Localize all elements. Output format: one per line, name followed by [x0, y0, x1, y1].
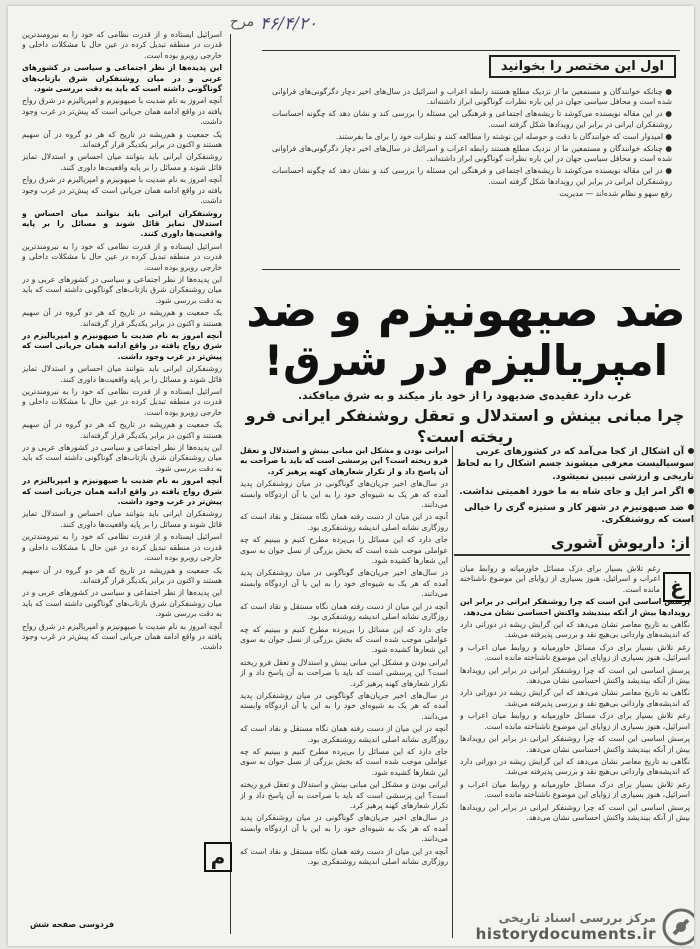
bullet-icon	[688, 504, 694, 510]
paragraph: آنچه امروز به نام ضدیت با صیهونیزم و امپریالیزم در شرق رواج یافته در واقع ادامه همان جریانی است که پیش‌تر در غرب وجود داشت.	[22, 330, 222, 361]
paragraph: آنچه امروز به نام ضدیت با صیهونیزم و امپریالیزم در شرق رواج یافته در واقع ادامه همان جریانی است که پیش‌تر در غرب وجود داشت.	[22, 96, 222, 127]
intro-paragraph: ● چنانکه خوانندگان و مستمعین ما از نزدیک مطلع هستند رابطه اعراب و اسرائیل در سال‌های اخیر دچار دگرگونی‌های فراوانی شده است و محافل سیاسی جهان در این باره نظرات گوناگونی ابراز داشته‌اند.	[272, 144, 672, 164]
bullet-icon	[688, 488, 694, 494]
archive-watermark	[444, 904, 694, 946]
paragraph: پرسش اساسی این است که چرا روشنفکر ایرانی در برابر این رویدادها بیش از آنکه بیندیشد واکنش احساسی نشان می‌دهد.	[460, 665, 690, 686]
headline-line-2: امپریالیزم در شرق!	[263, 336, 669, 385]
paragraph: یک جمعیت و هم‌ریشه در تاریخ که هر دو گروه در آن سهیم هستند و اکنون در برابر یکدیگر قرار گرفته‌اند.	[22, 308, 222, 328]
dropcap-right: غ	[663, 572, 691, 602]
paragraph: آنچه در این میان از دست رفته همان نگاه مستقل و نقاد است که روزگاری نشانه اصلی اندیشه روشنفکری بود.	[240, 512, 448, 532]
intro-box-title: اول این مختصر را بخوانید	[489, 55, 676, 78]
headline	[240, 284, 692, 386]
subheading: چرا مبانی بینش و استدلال و تعقل روشنفکر ایرانی فرو ریخته است؟	[245, 406, 685, 446]
bullet-item: اگر امر ایل و جای شاه به ما خورد اهمیتی نداشت.	[454, 486, 694, 498]
paragraph: نگاهی به تاریخ معاصر نشان می‌دهد که این گرایش ریشه در دورانی دارد که اندیشه‌های وارداتی بی‌هیچ نقد و بررسی پذیرفته می‌شد.	[460, 756, 690, 777]
paragraph: اسرائیل ایستاده و از قدرت نظامی که خود را به نیرومندترین قدرت در منطقه تبدیل کرده در عین حال با مشکلات داخلی و خارجی روبرو بوده است.	[22, 241, 222, 272]
paragraph: نگاهی به تاریخ معاصر نشان می‌دهد که این گرایش ریشه در دورانی دارد که اندیشه‌های وارداتی بی‌هیچ نقد و بررسی پذیرفته می‌شد.	[460, 688, 690, 708]
intro-paragraph: ● امیدوار است که خوانندگان با دقت و حوصله این نوشته را مطالعه کنند و نظرات خود را برای ما بفرستند.	[335, 131, 672, 141]
paragraph: رغم تلاش بسیار برای درک مسائل خاورمیانه و روابط میان اعراب و اسرائیل، هنوز بسیاری از زوایای این موضوع ناشناخته مانده است.	[460, 642, 690, 663]
archive-logo-icon	[662, 908, 694, 946]
paragraph: جای دارد که این مسائل را بی‌پرده مطرح کنیم و ببینیم که چه عواملی موجب شده است که بخش بزرگی از نسل جوان به سوی این شعارها کشیده شود.	[240, 624, 448, 655]
paragraph: در سال‌های اخیر جریان‌های گوناگونی در میان روشنفکران پدید آمده که هر یک به شیوه‌ای خود را به این یا آن اردوگاه وابسته می‌دانند.	[240, 479, 448, 510]
paragraph: آنچه در این میان از دست رفته همان نگاه مستقل و نقاد است که روزگاری نشانه اصلی اندیشه روشنفکری بود.	[240, 724, 448, 744]
paragraph: پرسش اساسی این است که چرا روشنفکر ایرانی در برابر این رویدادها بیش از آنکه بیندیشد واکنش احساسی نشان می‌دهد.	[460, 597, 690, 617]
paragraph: رغم تلاش بسیار برای درک مسائل خاورمیانه و روابط میان اعراب و اسرائیل، هنوز بسیاری از زوایای این موضوع ناشناخته مانده است.	[460, 564, 660, 594]
paragraph: رغم تلاش بسیار برای درک مسائل خاورمیانه و روابط میان اعراب و اسرائیل، هنوز بسیاری از زوایای این موضوع ناشناخته مانده است.	[460, 779, 690, 800]
left-column	[22, 30, 222, 790]
right-column	[460, 564, 690, 934]
paragraph: آنچه امروز به نام ضدیت با صیهونیزم و امپریالیزم در شرق رواج یافته در واقع ادامه همان جریانی است که پیش‌تر در غرب وجود داشت.	[22, 476, 222, 507]
page-footer-note: فردوسی صفحه شش	[30, 920, 115, 929]
paragraph: نگاهی به تاریخ معاصر نشان می‌دهد که این گرایش ریشه در دورانی دارد که اندیشه‌های وارداتی بی‌هیچ نقد و بررسی پذیرفته می‌شد.	[460, 620, 690, 640]
bullet-item: آن اشکال از کجا می‌آمد که در کشورهای عربی سوسیالیست معرفی میشوند جسم اشکال را به لحاظ تاریخی و ارزشی تبیین نمیشود.	[456, 446, 694, 482]
paragraph: این پدیده‌ها از نظر اجتماعی و سیاسی در کشورهای عربی و در میان روشنفکران شرق بازتاب‌های گوناگونی داشته است که باید به دقت بررسی شود.	[22, 588, 222, 619]
paragraph: در سال‌های اخیر جریان‌های گوناگونی در میان روشنفکران پدید آمده که هر یک به شیوه‌ای خود را به این یا آن اردوگاه وابسته می‌دانند.	[240, 568, 448, 599]
paragraph: آنچه در این میان از دست رفته همان نگاه مستقل و نقاد است که روزگاری نشانه اصلی اندیشه روشنفکری بود.	[240, 601, 448, 622]
column-rule	[230, 34, 231, 934]
paragraph: اسرائیل ایستاده و از قدرت نظامی که خود را به نیرومندترین قدرت در منطقه تبدیل کرده در عین حال با مشکلات داخلی و خارجی روبرو بوده است.	[22, 387, 222, 417]
intro-paragraph: ● در این مقاله نویسنده می‌کوشد تا ریشه‌های اجتماعی و فرهنگی این مسئله را بررسی کند و نشان دهد که چگونه احساسات روشنفکران ایرانی در برابر این رویدادها شکل گرفته است.	[272, 109, 672, 129]
paragraph: این پدیده‌ها از نظر اجتماعی و سیاسی در کشورهای عربی و در میان روشنفکران شرق بازتاب‌های گوناگونی داشته است که باید به دقت بررسی شود.	[22, 443, 222, 473]
paragraph: پرسش اساسی این است که چرا روشنفکر ایرانی در برابر این رویدادها بیش از آنکه بیندیشد واکنش احساسی نشان می‌دهد.	[460, 802, 690, 822]
watermark-url: historydocuments.ir	[475, 925, 656, 943]
column-rule	[452, 446, 453, 938]
paragraph: اسرائیل ایستاده و از قدرت نظامی که خود را به نیرومندترین قدرت در منطقه تبدیل کرده در عین حال با مشکلات داخلی و خارجی روبرو بوده است.	[22, 30, 222, 60]
dropcap-mid: م	[204, 842, 232, 872]
watermark-title: مرکز بررسی اسناد تاریخی	[498, 911, 656, 925]
paragraph: در سال‌های اخیر جریان‌های گوناگونی در میان روشنفکران پدید آمده که هر یک به شیوه‌ای خود را به این یا آن اردوگاه وابسته می‌دانند.	[240, 690, 448, 721]
paragraph: در سال‌های اخیر جریان‌های گوناگونی در میان روشنفکران پدید آمده که هر یک به شیوه‌ای خود را به این یا آن اردوگاه وابسته می‌دانند.	[240, 813, 448, 844]
paragraph: آنچه در این میان از دست رفته همان نگاه مستقل و نقاد است که روزگاری نشانه اصلی اندیشه روشنفکری بود.	[240, 846, 448, 867]
intro-box-body	[272, 87, 672, 201]
paragraph: روشنفکران ایرانی باید بتوانند میان احساس و استدلال تمایز قائل شوند و مسائل را بر پایه واقعیت‌ها داوری کنند.	[22, 364, 222, 384]
subtitle: غرب دارد عقیده‌ی ضدیهود را از خود باز میکند و به شرق میافکند.	[298, 390, 632, 402]
paragraph: یک جمعیت و هم‌ریشه در تاریخ که هر دو گروه در آن سهیم هستند و اکنون در برابر یکدیگر قرار گرفته‌اند.	[22, 129, 222, 150]
intro-paragraph: ● چنانکه خوانندگان و مستمعین ما از نزدیک مطلع هستند رابطه اعراب و اسرائیل در سال‌های اخیر دچار دگرگونی‌های فراوانی شده است و محافل سیاسی جهان در این باره نظرات گوناگونی ابراز داشته‌اند.	[272, 87, 672, 107]
paragraph: روشنفکران ایرانی باید بتوانند میان احساس و استدلال تمایز قائل شوند و مسائل را بر پایه واقعیت‌ها داوری کنند.	[22, 509, 222, 529]
paragraph: ایرانی بودن و مشکل این مبانی بینش و استدلال و تعقل فرو ریخته است؟ این پرسشی است که باید با صراحت به آن پاسخ داد و از تکرار شعارهای کهنه پرهیز کرد.	[240, 657, 448, 688]
paragraph: آنچه امروز به نام ضدیت با صیهونیزم و امپریالیزم در شرق رواج یافته در واقع ادامه همان جریانی است که پیش‌تر در غرب وجود داشت.	[22, 175, 222, 206]
middle-column	[240, 446, 448, 936]
paragraph: آنچه امروز به نام ضدیت با صیهونیزم و امپریالیزم در شرق رواج یافته در واقع ادامه همان جریانی است که پیش‌تر در غرب وجود داشت.	[22, 621, 222, 652]
handwritten-date: ۴۶/۴/۲۰	[260, 14, 318, 34]
paragraph: این پدیده‌ها از نظر اجتماعی و سیاسی در کشورهای عربی و در میان روشنفکران شرق بازتاب‌های گوناگونی داشته است که باید به دقت بررسی شود.	[22, 63, 222, 94]
paragraph: رغم تلاش بسیار برای درک مسائل خاورمیانه و روابط میان اعراب و اسرائیل، هنوز بسیاری از زوایای این موضوع ناشناخته مانده است.	[460, 711, 690, 731]
paragraph: پرسش اساسی این است که چرا روشنفکر ایرانی در برابر این رویدادها بیش از آنکه بیندیشد واکنش احساسی نشان می‌دهد.	[460, 734, 690, 754]
paragraph: جای دارد که این مسائل را بی‌پرده مطرح کنیم و ببینیم که چه عواملی موجب شده است که بخش بزرگی از نسل جوان به سوی این شعارها کشیده شود.	[240, 535, 448, 566]
paragraph: روشنفکران ایرانی باید بتوانند میان احساس و استدلال تمایز قائل شوند و مسائل را بر پایه واقعیت‌ها داوری کنند.	[22, 208, 222, 239]
paragraph: روشنفکران ایرانی باید بتوانند میان احساس و استدلال تمایز قائل شوند و مسائل را بر پایه واقعیت‌ها داوری کنند.	[22, 152, 222, 172]
author-byline: از: داریوش آشوری	[550, 534, 690, 552]
paragraph: یک جمعیت و هم‌ریشه در تاریخ که هر دو گروه در آن سهیم هستند و اکنون در برابر یکدیگر قرار گرفته‌اند.	[22, 565, 222, 585]
headline-line-1: ضد صیهونیزم و ضد	[246, 283, 686, 337]
byline-rule	[454, 554, 690, 556]
intro-paragraph: ● در این مقاله نویسنده می‌کوشد تا ریشه‌های اجتماعی و فرهنگی این مسئله را بررسی کند و نشان دهد که چگونه احساسات روشنفکران ایرانی در برابر این رویدادها شکل گرفته است.	[272, 166, 672, 186]
paragraph: این پدیده‌ها از نظر اجتماعی و سیاسی در کشورهای عربی و در میان روشنفکران شرق بازتاب‌های گوناگونی داشته است که باید به دقت بررسی شود.	[22, 274, 222, 305]
paragraph: یک جمعیت و هم‌ریشه در تاریخ که هر دو گروه در آن سهیم هستند و اکنون در برابر یکدیگر قرار گرفته‌اند.	[22, 420, 222, 440]
paragraph: جای دارد که این مسائل را بی‌پرده مطرح کنیم و ببینیم که چه عواملی موجب شده است که بخش بزرگی از نسل جوان به سوی این شعارها کشیده شود.	[240, 746, 448, 777]
intro-footer: رفع سهو و نظام شده‌اند — مدیریت	[559, 188, 672, 198]
watermark-text	[476, 911, 656, 943]
newspaper-page	[8, 6, 694, 946]
paragraph: ایرانی بودن و مشکل این مبانی بینش و استدلال و تعقل فرو ریخته است؟ این پرسشی است که باید با صراحت به آن پاسخ داد و از تکرار شعارهای کهنه پرهیز کرد.	[240, 446, 448, 476]
margin-mark: مرح	[230, 14, 255, 30]
bullet-list	[454, 446, 694, 529]
bullet-icon	[688, 448, 694, 454]
intro-box	[262, 50, 680, 270]
bullet-item: ضد صیهونیزم در شهر کار و ستیزه گری را خیالی است که روشنفکری.	[464, 501, 694, 526]
paragraph: اسرائیل ایستاده و از قدرت نظامی که خود را به نیرومندترین قدرت در منطقه تبدیل کرده در عین حال با مشکلات داخلی و خارجی روبرو بوده است.	[22, 532, 222, 563]
paragraph: ایرانی بودن و مشکل این مبانی بینش و استدلال و تعقل فرو ریخته است؟ این پرسشی است که باید با صراحت به آن پاسخ داد و از تکرار شعارهای کهنه پرهیز کرد.	[240, 780, 448, 810]
